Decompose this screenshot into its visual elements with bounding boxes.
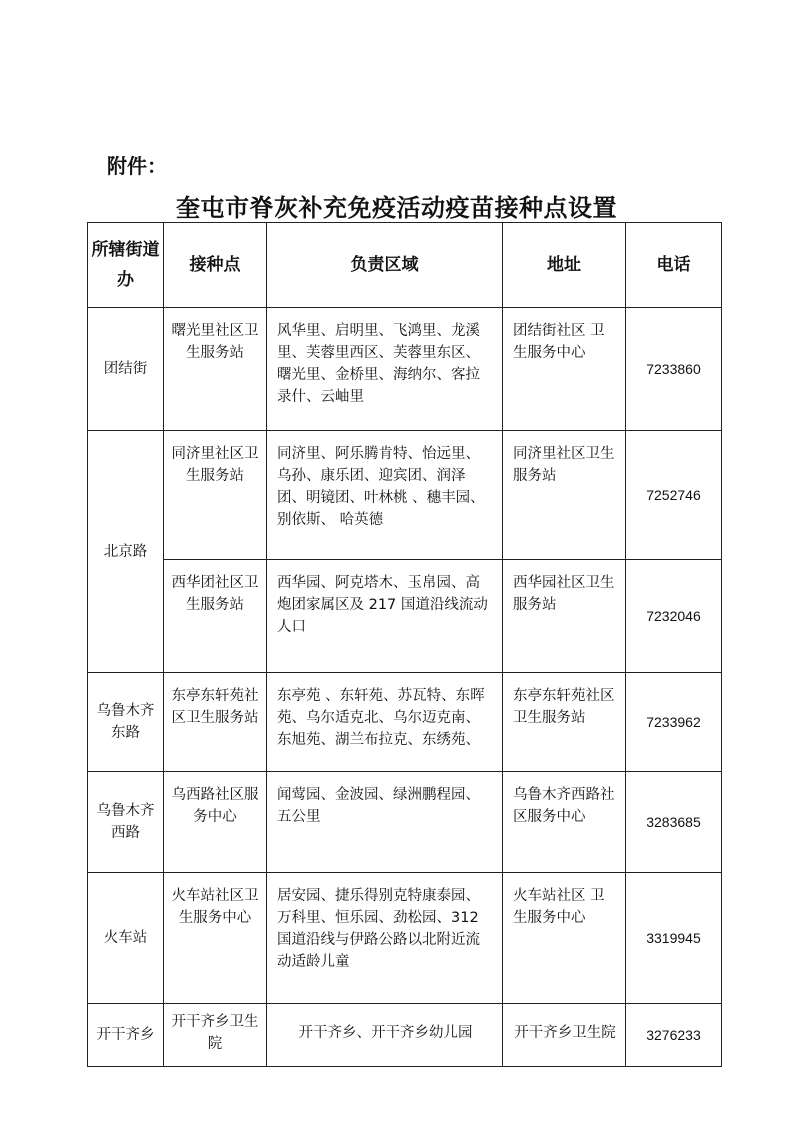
site-cell: 乌西路社区服务中心 — [164, 772, 267, 873]
table-row — [88, 673, 722, 772]
address-cell: 乌鲁木齐西路社区服务中心 — [503, 772, 626, 873]
phone-cell: 7233962 — [626, 673, 722, 772]
street-cell: 乌鲁木齐东路 — [88, 673, 164, 772]
address-cell: 火车站社区 卫生服务中心 — [503, 873, 626, 1004]
header-site: 接种点 — [164, 223, 267, 308]
street-cell: 乌鲁木齐西路 — [88, 772, 164, 873]
address-cell: 开干齐乡卫生院 — [503, 1004, 626, 1067]
area-cell: 同济里、阿乐腾肯特、怡远里、乌孙、康乐团、迎宾团、润泽团、明镜团、叶林桃 、穗丰园、别依斯、 哈英德 — [267, 431, 503, 560]
site-cell: 东亭东轩苑社区卫生服务站 — [164, 673, 267, 772]
street-cell: 北京路 — [88, 431, 164, 673]
attachment-label: 附件： — [107, 154, 167, 178]
phone-cell: 7232046 — [626, 560, 722, 673]
area-cell: 西华园、阿克塔木、玉帛园、高炮团家属区及 217 国道沿线流动人口 — [267, 560, 503, 673]
phone-cell: 3276233 — [626, 1004, 722, 1067]
area-cell: 居安园、捷乐得别克特康泰园、万科里、恒乐园、劲松园、312 国道沿线与伊路公路以北附近流动适龄儿童 — [267, 873, 503, 1004]
area-cell: 风华里、启明里、飞鸿里、龙溪里、芙蓉里西区、芙蓉里东区、曙光里、金桥里、海纳尔、客拉录什、云岫里 — [267, 308, 503, 431]
area-cell: 东亭苑 、东轩苑、苏瓦特、东晖苑、乌尔适克北、乌尔迈克南、东旭苑、湖兰布拉克、东绣苑、 — [267, 673, 503, 772]
phone-cell: 3319945 — [626, 873, 722, 1004]
header-phone: 电话 — [626, 223, 722, 308]
phone-cell: 7252746 — [626, 431, 722, 560]
site-cell: 曙光里社区卫生服务站 — [164, 308, 267, 431]
header-address: 地址 — [503, 223, 626, 308]
address-cell: 团结街社区 卫生服务中心 — [503, 308, 626, 431]
address-cell: 西华园社区卫生服务站 — [503, 560, 626, 673]
table-row — [88, 308, 722, 431]
site-cell: 火车站社区卫生服务中心 — [164, 873, 267, 1004]
street-cell: 团结街 — [88, 308, 164, 431]
document-title: 奎屯市脊灰补充免疫活动疫苗接种点设置 — [176, 194, 617, 222]
site-cell: 开干齐乡卫生院 — [164, 1004, 267, 1067]
area-cell: 开干齐乡、开干齐乡幼儿园 — [267, 1004, 503, 1067]
phone-cell: 7233860 — [626, 308, 722, 431]
table-row — [88, 431, 722, 560]
street-cell: 火车站 — [88, 873, 164, 1004]
address-cell: 东亭东轩苑社区卫生服务站 — [503, 673, 626, 772]
table-header-row — [88, 223, 722, 308]
site-cell: 西华团社区卫生服务站 — [164, 560, 267, 673]
phone-cell: 3283685 — [626, 772, 722, 873]
header-street: 所辖街道办 — [88, 223, 164, 308]
area-cell: 闻莺园、金波园、绿洲鹏程园、五公里 — [267, 772, 503, 873]
header-area: 负责区域 — [267, 223, 503, 308]
table-row — [88, 560, 722, 673]
address-cell: 同济里社区卫生服务站 — [503, 431, 626, 560]
street-cell: 开干齐乡 — [88, 1004, 164, 1067]
site-cell: 同济里社区卫生服务站 — [164, 431, 267, 560]
vaccination-sites-table — [87, 222, 722, 1067]
table-row — [88, 1004, 722, 1067]
table-row — [88, 772, 722, 873]
table-row — [88, 873, 722, 1004]
